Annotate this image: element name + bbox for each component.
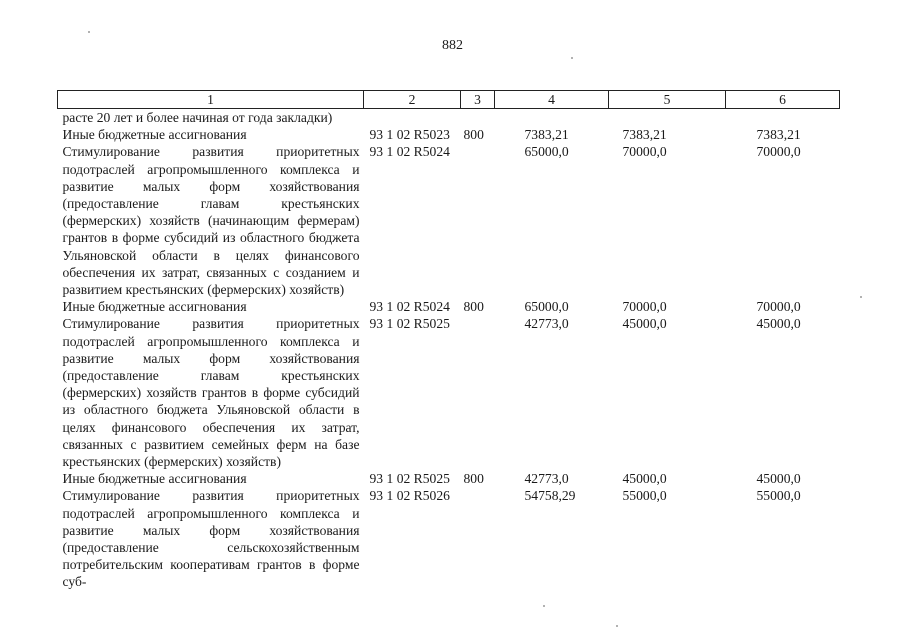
row-kvr-cell [461,143,495,298]
table-row [58,298,840,315]
row-value-2021-cell: 45000,0 [622,471,667,487]
row-code-cell: 93 1 02 R5026 [369,488,450,504]
row-name-cell: Иные бюджетные ассигнования [62,471,247,487]
table-row [58,470,840,487]
row-value-2021-cell: 70000,0 [622,299,667,315]
row-code-cell [364,109,461,127]
row-value-2020-cell: 42773,0 [524,316,569,332]
scan-speck [543,605,545,607]
row-name-cell: расте 20 лет и более начиная от года закладки) [62,110,333,125]
row-kvr-cell [461,109,495,127]
scan-speck [616,625,618,627]
row-value-2020-cell: 7383,21 [524,127,569,143]
row-kvr-cell: 800 [463,471,484,487]
row-kvr-cell: 800 [463,299,484,315]
row-value-2021-cell: 7383,21 [622,127,667,143]
row-value-2021-cell: 45000,0 [622,316,667,332]
row-name-cell: Иные бюджетные ассигнования [62,299,247,315]
row-code-cell: 93 1 02 R5025 [369,316,450,332]
row-value-2020-cell: 42773,0 [524,471,569,487]
row-kvr-cell: 800 [463,127,484,143]
row-kvr-cell [461,487,495,590]
column-header-2: 2 [364,91,461,109]
row-value-2021-cell: 70000,0 [622,144,667,160]
column-header-3: 3 [461,91,495,109]
row-value-2020-cell: 65000,0 [524,144,569,160]
scan-speck [860,296,862,298]
row-code-cell: 93 1 02 R5024 [369,144,450,160]
row-code-cell: 93 1 02 R5023 [369,127,450,143]
table-row [58,126,840,143]
row-value-2022-cell [726,109,840,127]
table-row [58,315,840,470]
row-code-cell: 93 1 02 R5025 [369,471,450,487]
column-header-6: 6 [726,91,840,109]
page-number: 882 [442,38,463,53]
row-kvr-cell [461,315,495,470]
scan-speck [571,57,573,59]
row-code-cell: 93 1 02 R5024 [369,299,450,315]
row-value-2021-cell [609,109,726,127]
row-value-2020-cell: 54758,29 [524,488,576,504]
row-value-2020-cell: 65000,0 [524,299,569,315]
table-header-row [58,91,840,109]
row-value-2020-cell [495,109,609,127]
row-name-cell: Иные бюджетные ассигнования [62,127,247,143]
table-row [58,109,840,127]
table-row [58,143,840,298]
row-value-2022-cell: 45000,0 [756,471,801,487]
row-name-cell: Стимулирование развития приоритетных подотраслей агропромышленного комплекса и развитие малых форм хозяйствования (предоставление главам крестьянских (фермерских) хозяйств грантов в форме субсидий из областного бюджета Ульяновской области в целях финансового обеспечения их затрат, связанных с развитием семейных ферм на базе крестьянских (фермерских) хозяйств) [62,316,360,470]
column-header-1: 1 [58,91,364,109]
table-row [58,487,840,590]
column-header-5: 5 [609,91,726,109]
row-value-2021-cell: 55000,0 [622,488,667,504]
budget-table [57,90,840,591]
row-value-2022-cell: 45000,0 [756,316,801,332]
row-value-2022-cell: 55000,0 [756,488,801,504]
column-header-4: 4 [495,91,609,109]
row-value-2022-cell: 7383,21 [756,127,801,143]
row-value-2022-cell: 70000,0 [756,144,801,160]
row-name-cell: Стимулирование развития приоритетных подотраслей агропромышленного комплекса и развитие малых форм хозяйствования (предоставление главам крестьянских (фермерских) хозяйств (начинающим фермерам) грантов в форме субсидий из областного бюджета Ульяновской области в целях финансового обеспечения их затрат, связанных с созданием и развитием крестьянских (фермерских) хозяйств) [62,144,360,298]
scan-speck [88,31,90,33]
row-value-2022-cell: 70000,0 [756,299,801,315]
row-name-cell: Стимулирование развития приоритетных подотраслей агропромышленного комплекса и развитие малых форм хозяйствования (предоставление сельскохозяйственным потребительским кооперативам грантов в форме суб- [62,488,360,590]
